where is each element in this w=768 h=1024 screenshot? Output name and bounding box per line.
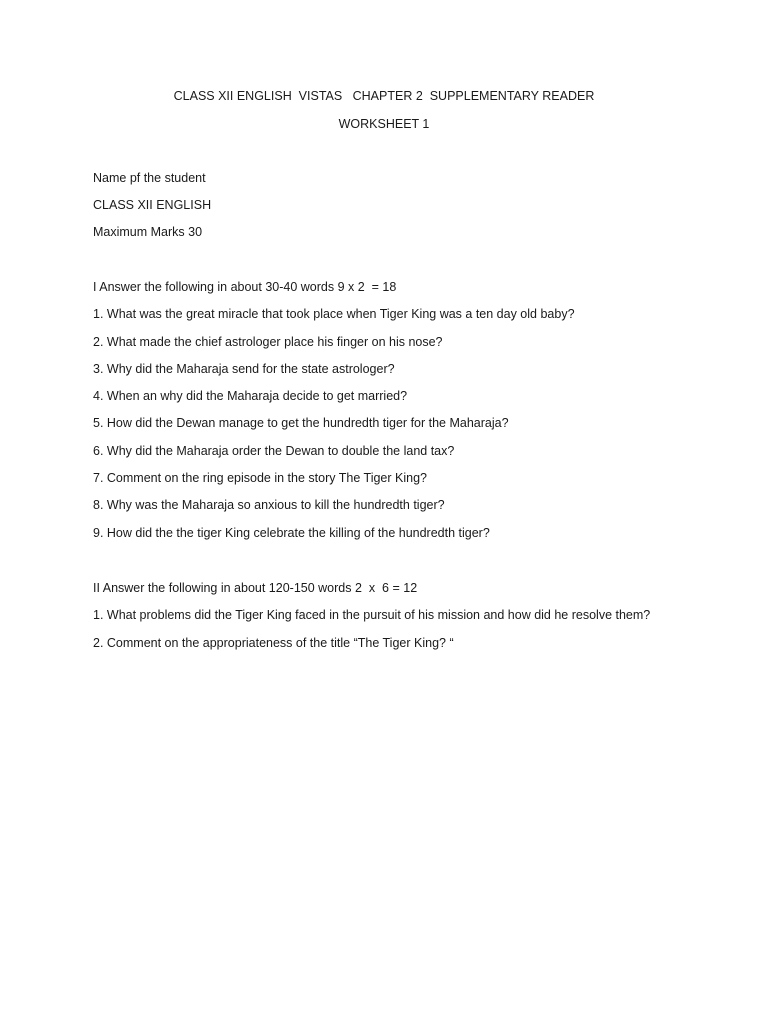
worksheet-title: CLASS XII ENGLISH VISTAS CHAPTER 2 SUPPLEMENTARY READER [173, 89, 595, 103]
section-1-question: 5. How did the Dewan manage to get the hundredth tiger for the Maharaja? [93, 416, 509, 430]
class-label: CLASS XII ENGLISH [93, 198, 212, 212]
student-name-label: Name pf the student [93, 171, 206, 185]
section-1-question: 7. Comment on the ring episode in the story The Tiger King? [93, 471, 427, 485]
section-1-question: 9. How did the the tiger King celebrate the killing of the hundredth tiger? [93, 526, 490, 540]
worksheet-subtitle: WORKSHEET 1 [338, 117, 430, 131]
section-1-question: 2. What made the chief astrologer place his finger on his nose? [93, 335, 443, 349]
section-1-question: 1. What was the great miracle that took place when Tiger King was a ten day old baby? [93, 307, 575, 321]
section-1-question: 6. Why did the Maharaja order the Dewan to double the land tax? [93, 444, 455, 458]
maximum-marks-label: Maximum Marks 30 [93, 225, 203, 239]
section-1-question: 8. Why was the Maharaja so anxious to kill the hundredth tiger? [93, 498, 445, 512]
section-2-question: 1. What problems did the Tiger King faced in the pursuit of his mission and how did he resolve them? [93, 608, 651, 622]
section-1-heading: I Answer the following in about 30-40 words 9 x 2 = 18 [93, 280, 397, 294]
section-2-heading: II Answer the following in about 120-150 words 2 x 6 = 12 [93, 581, 418, 595]
section-1-question: 4. When an why did the Maharaja decide to get married? [93, 389, 408, 403]
section-1-question: 3. Why did the Maharaja send for the state astrologer? [93, 362, 395, 376]
section-2-question: 2. Comment on the appropriateness of the title “The Tiger King? “ [93, 636, 454, 650]
